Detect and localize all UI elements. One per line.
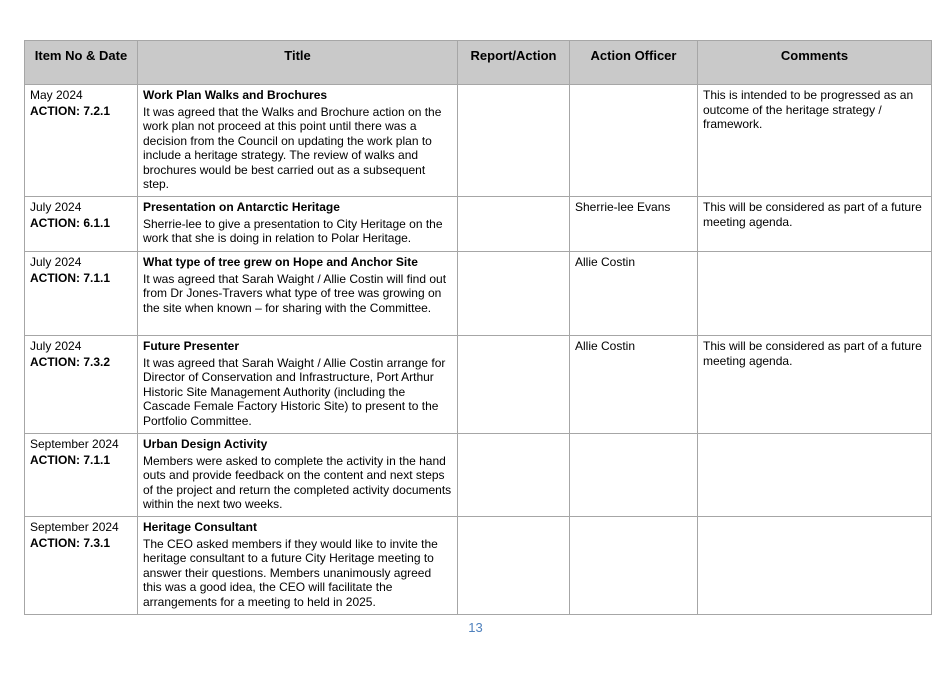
comments-cell <box>698 517 932 615</box>
item-description: It was agreed that Sarah Waight / Allie Costin will find out from Dr Jones-Travers what type of tree was growing on the site when known – for sharing with the Committee. <box>143 271 447 315</box>
item-date: July 2024 <box>30 339 82 353</box>
item-date: July 2024 <box>30 200 82 214</box>
comments-cell: This is intended to be progressed as an outcome of the heritage strategy / framework. <box>698 85 932 197</box>
table-row <box>25 252 932 336</box>
table-row <box>25 85 932 197</box>
title-cell <box>138 434 458 517</box>
item-date: July 2024 <box>30 255 82 269</box>
header-item-no-date: Item No & Date <box>25 41 138 85</box>
report-cell <box>458 336 570 434</box>
report-cell <box>458 197 570 252</box>
item-cell <box>25 517 138 615</box>
header-title: Title <box>138 41 458 85</box>
action-number: ACTION: 7.3.1 <box>30 535 111 550</box>
item-title: Work Plan Walks and Brochures <box>143 88 328 102</box>
header-comments: Comments <box>698 41 932 85</box>
report-cell <box>458 85 570 197</box>
item-cell <box>25 336 138 434</box>
item-description: It was agreed that the Walks and Brochure action on the work plan not proceed at this point until there was a decision from the Council on updating the work plan to include a heritage strategy. The review of walks and brochures would be best carried out as a subsequent step. <box>143 104 442 191</box>
item-cell <box>25 252 138 336</box>
item-date: May 2024 <box>30 88 83 102</box>
officer-cell <box>570 434 698 517</box>
action-number: ACTION: 6.1.1 <box>30 215 111 230</box>
title-cell <box>138 197 458 252</box>
action-number: ACTION: 7.2.1 <box>30 103 111 118</box>
title-cell <box>138 517 458 615</box>
item-description: Sherrie-lee to give a presentation to City Heritage on the work that she is doing in relation to Polar Heritage. <box>143 216 443 245</box>
action-number: ACTION: 7.1.1 <box>30 270 111 285</box>
item-cell <box>25 197 138 252</box>
table-row <box>25 197 932 252</box>
title-cell <box>138 252 458 336</box>
comments-cell: This will be considered as part of a future meeting agenda. <box>698 197 932 252</box>
comments-cell <box>698 252 932 336</box>
title-cell <box>138 336 458 434</box>
report-cell <box>458 434 570 517</box>
page-number: 13 <box>468 620 483 635</box>
item-title: Urban Design Activity <box>143 437 268 451</box>
header-action-officer: Action Officer <box>570 41 698 85</box>
item-date: September 2024 <box>30 437 119 451</box>
item-description: Members were asked to complete the activity in the hand outs and provide feedback on the content and next steps of the project and return the completed activity documents within the next two weeks. <box>143 453 452 511</box>
officer-cell: Sherrie-lee Evans <box>570 197 698 252</box>
item-cell <box>25 434 138 517</box>
item-description: The CEO asked members if they would like to invite the heritage consultant to a future City Heritage meeting to answer their questions. Members unanimously agreed this was a good idea, the CEO will facilitate the arrangements for a meeting to held in 2025. <box>143 536 438 609</box>
action-table <box>24 40 932 615</box>
action-number: ACTION: 7.3.2 <box>30 354 111 369</box>
table-row <box>25 336 932 434</box>
item-title: Heritage Consultant <box>143 520 258 534</box>
header-report-action: Report/Action <box>458 41 570 85</box>
report-cell <box>458 252 570 336</box>
report-cell <box>458 517 570 615</box>
officer-cell <box>570 517 698 615</box>
comments-cell: This will be considered as part of a future meeting agenda. <box>698 336 932 434</box>
title-cell <box>138 85 458 197</box>
officer-cell <box>570 85 698 197</box>
item-date: September 2024 <box>30 520 119 534</box>
action-number: ACTION: 7.1.1 <box>30 452 111 467</box>
item-title: What type of tree grew on Hope and Anchor Site <box>143 255 418 269</box>
table-header-row <box>25 41 932 85</box>
comments-cell <box>698 434 932 517</box>
table-row <box>25 517 932 615</box>
officer-cell: Allie Costin <box>570 252 698 336</box>
item-cell <box>25 85 138 197</box>
item-title: Presentation on Antarctic Heritage <box>143 200 340 214</box>
item-description: It was agreed that Sarah Waight / Allie Costin arrange for Director of Conservation and Infrastructure, Port Arthur Historic Site Management Authority (including the Cascade Female Factory Historic Site) to present to the Portfolio Committee. <box>143 355 446 428</box>
officer-cell: Allie Costin <box>570 336 698 434</box>
table-row <box>25 434 932 517</box>
item-title: Future Presenter <box>143 339 240 353</box>
